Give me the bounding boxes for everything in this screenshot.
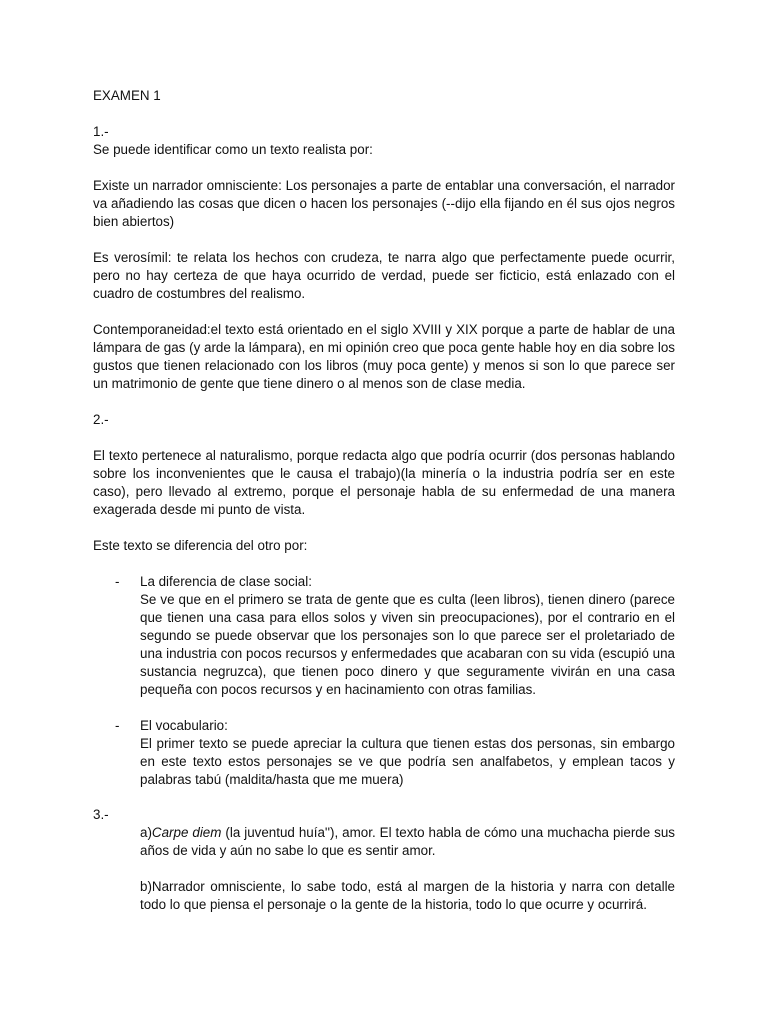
list-dash: -	[115, 718, 120, 733]
list-item-heading: La diferencia de clase social:	[140, 574, 312, 589]
q2-paragraph-naturalismo: El texto pertenece al naturalismo, porque redacta algo que podría ocurrir (dos personas hablando sobre los inconvenientes que le causa el trabajo)(la minería o la industria podría ser en este caso), pero llevado al extremo, porque el personaje habla de su enfermedad de una manera exagerada desde mi punto de vista.	[93, 448, 675, 517]
q1-paragraph-verosimil: Es verosímil: te relata los hechos con crudeza, te narra algo que perfectamente puede ocurrir, pero no hay certeza de que haya ocurrido de verdad, puede ser ficticio, está enlazado con el cuadro de costumbres del realismo.	[93, 250, 675, 301]
q2-paragraph-diferencia: Este texto se diferencia del otro por:	[93, 538, 308, 553]
q3-answer-a	[93, 824, 675, 860]
q3-a-rest: (la juventud huía''), amor. El texto habla de cómo una muchacha pierde sus años de vida y aún no sabe lo que es sentir amor.	[140, 825, 675, 858]
list-item-heading: El vocabulario:	[140, 718, 228, 733]
q3-a-italic: Carpe diem	[151, 825, 222, 840]
list-item-vocabulario	[93, 717, 675, 789]
q2-number: 2.-	[93, 412, 109, 427]
list-dash: -	[115, 574, 120, 589]
q3-answer-b: b)Narrador omnisciente, lo sabe todo, está al margen de la historia y narra con detalle todo lo que piensa el personaje o la gente de la historia, todo lo que ocurre y ocurrirá.	[140, 879, 675, 912]
q1-number: 1.-	[93, 124, 109, 139]
q3-number: 3.-	[93, 807, 109, 822]
q3-a-prefix: a)	[140, 825, 152, 840]
list-item-body: Se ve que en el primero se trata de gente que es culta (leen libros), tienen dinero (parece que tienen una casa para ellos solos y viven sin preocupaciones), por el contrario en el segundo se puede observar que los personajes son lo que parece ser el proletariado de una industria con pocos recursos y enfermedades que acabaran con su vida (escupió una sustancia negruzca), que tienen poco dinero y que seguramente vivirán en una casa pequeña con pocos recursos y en hacinamiento con otras familias.	[140, 592, 675, 697]
q1-paragraph-narrador: Existe un narrador omnisciente: Los personajes a parte de entablar una conversación, el narrador va añadiendo las cosas que dicen o hacen los personajes (--dijo ella fijando en él sus ojos negros bien abiertos)	[93, 178, 675, 229]
list-item-clase-social	[93, 573, 675, 699]
q1-paragraph-contemporaneidad: Contemporaneidad:el texto está orientado en el siglo XVIII y XIX porque a parte de hablar de una lámpara de gas (y arde la lámpara), en mi opinión creo que poca gente hable hoy en dia sobre los gustos que tienen relacionado con los libros (muy poca gente) y menos si son lo que parece ser un matrimonio de gente que tiene dinero o al menos son de clase media.	[93, 322, 675, 391]
exam-title: EXAMEN 1	[93, 88, 161, 103]
list-item-body: El primer texto se puede apreciar la cultura que tienen estas dos personas, sin embargo en este texto estos personajes se ve que podría sen analfabetos, y emplean tacos y palabras tabú (maldita/hasta que me muera)	[140, 736, 675, 787]
q1-intro: Se puede identificar como un texto realista por:	[93, 142, 373, 157]
